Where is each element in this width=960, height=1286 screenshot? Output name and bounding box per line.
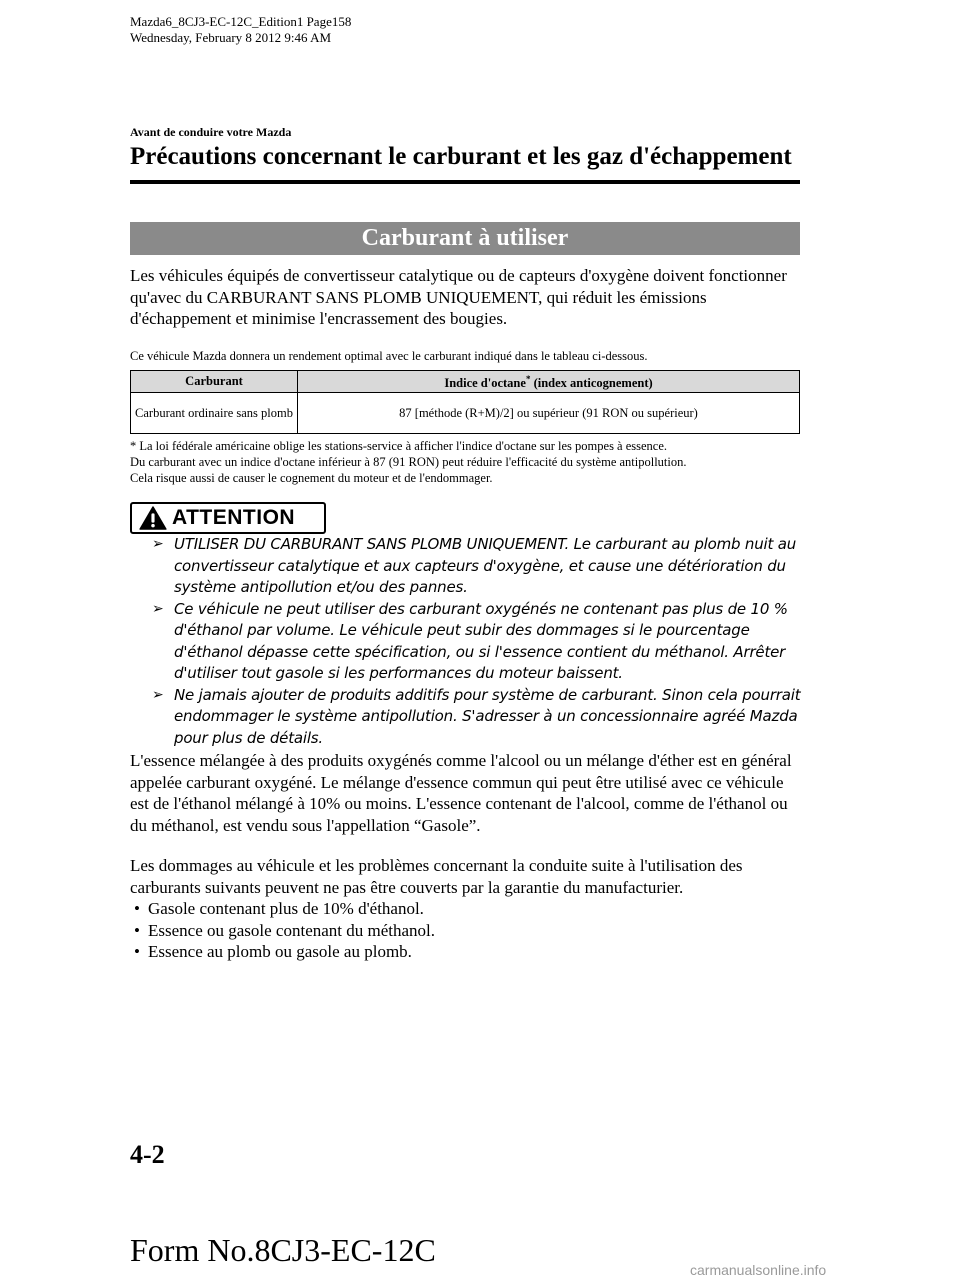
bullet-dot-icon: • [134,942,140,961]
pdf-header-line1: Mazda6_8CJ3-EC-12C_Edition1 Page158 [130,14,352,29]
arrow-bullet-icon: ➢ [152,600,164,617]
bullet-dot-icon: • [134,899,140,918]
attention-item [152,599,808,685]
intro-paragraph: Les véhicules équipés de convertisseur catalytique ou de capteurs d'oxygène doivent fonctionner qu'avec du CARBURANT SANS PLOMB UNIQUEMENT, qui réduit les émissions d'échappement et minimise l'encrassement des bougies. [130,266,787,328]
cell-fuel: Carburant ordinaire sans plomb [131,393,298,434]
fuel-table [130,370,800,434]
chapter-title: Précautions concernant le carburant et les gaz d'échappement [130,143,792,170]
attention-item [152,685,808,750]
header-octane-label: Indice d'octane [444,376,526,391]
table-caption: Ce véhicule Mazda donnera un rendement optimal avec le carburant indiqué dans le tableau ci-dessous. [130,349,648,363]
header-octane-suffix: (index anticognement) [530,376,653,391]
footnote-line: Du carburant avec un indice d'octane inférieur à 87 (91 RON) peut réduire l'efficacité du système antipollution. [130,455,687,469]
arrow-bullet-icon: ➢ [152,686,164,703]
attention-item-text: Ce véhicule ne peut utiliser des carburant oxygénés ne contenant pas plus de 10 % d'éthanol par volume. Le véhicule peut subir des dommages si le pourcentage d'éthanol dépasse cette spécification, ou si l'essence contient du méthanol. Arrêter d'utiliser tout gasole si les performances du moteur baissent. [174,599,788,682]
table-row [131,393,800,434]
arrow-bullet-icon: ➢ [152,536,164,552]
warranty-paragraph: Les dommages au véhicule et les problèmes concernant la conduite suite à l'utilisation des carburants suivants peuvent ne pas être couverts par la garantie du manufacturier. [130,856,743,897]
section-title: Carburant à utiliser [130,222,800,255]
list-item-text: Gasole contenant plus de 10% d'éthanol. [148,899,424,918]
attention-label-box [130,502,326,534]
watermark: carmanualsonline.info [690,1262,827,1278]
list-item-text: Essence ou gasole contenant du méthanol. [148,920,436,940]
form-number: Form No.8CJ3-EC-12C [130,1232,436,1268]
excluded-fuels-list [130,898,802,963]
footnote-line: Cela risque aussi de causer le cognement du moteur et de l'endommager. [130,471,493,485]
chapter-divider [130,180,800,184]
attention-list [152,534,808,749]
cell-octane: 87 [méthode (R+M)/2] ou supérieur (91 RON ou supérieur) [298,393,800,434]
attention-item-text: UTILISER DU CARBURANT SANS PLOMB UNIQUEMENT. Le carburant au plomb nuit au convertisseur catalytique et aux capteurs d'oxygène, et cause une détérioration du système antipollution et/ou des pannes. [174,535,797,596]
attention-label: ATTENTION [172,506,296,529]
page-number: 4-2 [130,1140,165,1169]
list-item [130,920,802,942]
bullet-dot-icon: • [134,920,140,940]
warning-triangle-icon [138,506,168,530]
header-fuel: Carburant [131,371,298,393]
pdf-header-line2: Wednesday, February 8 2012 9:46 AM [130,30,332,45]
pdf-header [130,14,351,46]
table-header-row [131,371,800,393]
section-label: Avant de conduire votre Mazda [130,125,292,139]
header-octane-footnote-mark: * [525,373,531,384]
list-item [130,941,802,963]
footnotes [130,438,802,486]
attention-item-text: Ne jamais ajouter de produits additifs pour système de carburant. Sinon cela pourrait endommager le système antipollution. S'adresser à un concessionnaire agréé Mazda pour plus de détails. [174,685,801,747]
list-item [130,898,802,920]
list-item-text: Essence au plomb ou gasole au plomb. [148,942,412,961]
attention-item [152,534,808,599]
oxygenated-fuel-paragraph: L'essence mélangée à des produits oxygénés comme l'alcool ou un mélange d'éther est en général appelée carburant oxygéné. Le mélange d'essence commun qui peut être utilisé avec ce véhicule est de l'éthanol mélangé à 10% ou moins. L'essence contenant de l'alcool, comme de l'éthanol ou du méthanol, est vendu sous l'appellation “Gasole”. [130,751,792,835]
header-octane [298,371,800,393]
footnote-line: * La loi fédérale américaine oblige les stations-service à afficher l'indice d'octane sur les pompes à essence. [130,439,668,453]
